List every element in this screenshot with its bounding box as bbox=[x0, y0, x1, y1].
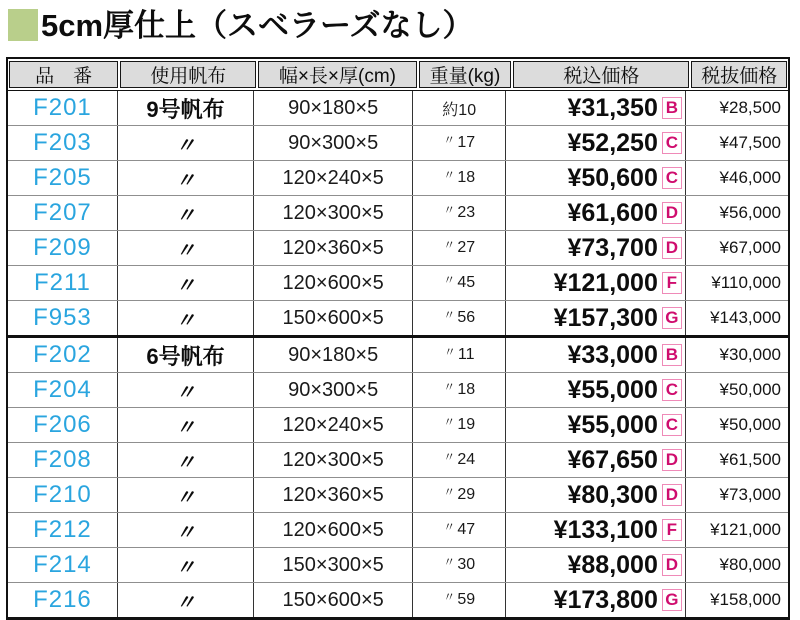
part-number-cell: F209 bbox=[8, 231, 118, 265]
part-number-cell: F204 bbox=[8, 373, 118, 407]
table-row-F202 bbox=[8, 338, 788, 373]
price-with-tax: ¥133,100 bbox=[553, 515, 658, 544]
ditto-mark: 〃 bbox=[443, 202, 456, 217]
part-number-cell: F210 bbox=[8, 478, 118, 512]
price-without-tax-cell: ¥61,500 bbox=[719, 450, 781, 469]
column-header-1 bbox=[8, 59, 119, 90]
table-row-F206 bbox=[8, 408, 788, 443]
canvas-type-cell: 〃 bbox=[118, 408, 254, 442]
canvas-type-cell: 〃 bbox=[118, 266, 254, 300]
canvas-type-cell: 6号帆布 bbox=[118, 338, 254, 372]
weight-value: 19 bbox=[457, 416, 476, 433]
part-number-cell: F953 bbox=[8, 301, 118, 335]
weight-value: 29 bbox=[457, 486, 476, 503]
price-class-badge: D bbox=[662, 554, 682, 576]
canvas-type-cell: 〃 bbox=[118, 126, 254, 160]
part-number-cell: F212 bbox=[8, 513, 118, 547]
canvas-type-cell: 〃 bbox=[118, 231, 254, 265]
table-body bbox=[8, 91, 788, 617]
price-without-tax-cell: ¥73,000 bbox=[719, 485, 781, 504]
table-row-F953 bbox=[8, 301, 788, 338]
price-with-tax-cell bbox=[506, 513, 686, 547]
price-with-tax: ¥73,700 bbox=[567, 233, 658, 262]
price-without-tax-cell: ¥47,500 bbox=[719, 133, 781, 152]
weight-value: 17 bbox=[457, 134, 476, 151]
price-with-tax-cell bbox=[506, 91, 686, 125]
price-without-tax-cell: ¥121,000 bbox=[710, 520, 781, 539]
price-with-tax-cell bbox=[506, 478, 686, 512]
price-without-tax-cell: ¥56,000 bbox=[719, 203, 781, 222]
size-cell: 120×360×5 bbox=[254, 478, 413, 512]
table-row-F214 bbox=[8, 548, 788, 583]
price-without-tax-cell: ¥28,500 bbox=[719, 98, 781, 117]
weight-value: 47 bbox=[457, 521, 476, 538]
weight-value: 30 bbox=[457, 556, 476, 573]
price-class-badge: C bbox=[662, 132, 682, 154]
price-without-tax-cell: ¥80,000 bbox=[719, 555, 781, 574]
weight-cell bbox=[413, 301, 506, 335]
price-with-tax: ¥80,300 bbox=[567, 480, 658, 509]
table-row-F211 bbox=[8, 266, 788, 301]
ditto-mark: 〃 bbox=[443, 484, 456, 499]
column-header-2 bbox=[119, 59, 257, 90]
weight-cell bbox=[413, 231, 506, 265]
price-class-badge: B bbox=[662, 344, 682, 366]
canvas-type-cell: 〃 bbox=[118, 513, 254, 547]
weight-cell bbox=[413, 196, 506, 230]
price-with-tax: ¥55,000 bbox=[567, 375, 658, 404]
price-with-tax-cell bbox=[506, 443, 686, 477]
price-class-badge: D bbox=[662, 484, 682, 506]
ditto-mark: 〃 bbox=[443, 449, 456, 464]
size-cell: 90×300×5 bbox=[254, 373, 413, 407]
column-header-6 bbox=[690, 59, 788, 90]
weight-cell bbox=[413, 266, 506, 300]
price-with-tax: ¥157,300 bbox=[553, 303, 658, 332]
price-class-badge: C bbox=[662, 414, 682, 436]
ditto-mark: 〃 bbox=[443, 272, 456, 287]
weight-value: 18 bbox=[457, 169, 476, 186]
price-with-tax-cell bbox=[506, 583, 686, 617]
price-with-tax-cell bbox=[506, 408, 686, 442]
size-cell: 90×300×5 bbox=[254, 126, 413, 160]
ditto-mark: 〃 bbox=[443, 167, 456, 182]
price-without-tax-cell: ¥143,000 bbox=[710, 308, 781, 327]
size-cell: 120×300×5 bbox=[254, 443, 413, 477]
weight-cell bbox=[413, 548, 506, 582]
table-row-F204 bbox=[8, 373, 788, 408]
column-header-4 bbox=[418, 59, 513, 90]
weight-cell bbox=[413, 126, 506, 160]
canvas-type-cell: 〃 bbox=[118, 583, 254, 617]
weight-value: 59 bbox=[457, 591, 476, 608]
part-number-cell: F207 bbox=[8, 196, 118, 230]
weight-cell bbox=[413, 373, 506, 407]
size-cell: 120×600×5 bbox=[254, 513, 413, 547]
column-header-label: 幅×長×厚(cm) bbox=[258, 61, 417, 88]
ditto-mark: 〃 bbox=[443, 379, 456, 394]
price-with-tax-cell bbox=[506, 338, 686, 372]
part-number-cell: F206 bbox=[8, 408, 118, 442]
part-number-cell: F208 bbox=[8, 443, 118, 477]
price-class-badge: D bbox=[662, 202, 682, 224]
canvas-type-cell: 〃 bbox=[118, 548, 254, 582]
price-with-tax: ¥61,600 bbox=[567, 198, 658, 227]
price-without-tax-cell: ¥67,000 bbox=[719, 238, 781, 257]
table-row-F210 bbox=[8, 478, 788, 513]
weight-cell bbox=[413, 338, 506, 372]
table-row-F203 bbox=[8, 126, 788, 161]
column-header-label: 重量(kg) bbox=[419, 61, 512, 88]
table-row-F216 bbox=[8, 583, 788, 617]
price-without-tax-cell: ¥158,000 bbox=[710, 590, 781, 609]
price-class-badge: F bbox=[662, 519, 682, 541]
weight-value: 18 bbox=[457, 381, 476, 398]
weight-value: 27 bbox=[457, 239, 476, 256]
title-bullet-square-icon bbox=[8, 9, 38, 41]
part-number-cell: F211 bbox=[8, 266, 118, 300]
table-row-F209 bbox=[8, 231, 788, 266]
price-without-tax-cell: ¥30,000 bbox=[719, 345, 781, 364]
price-with-tax-cell bbox=[506, 301, 686, 335]
price-class-badge: G bbox=[662, 589, 682, 611]
table-row-F212 bbox=[8, 513, 788, 548]
price-with-tax-cell bbox=[506, 231, 686, 265]
price-with-tax: ¥33,000 bbox=[567, 340, 658, 369]
price-with-tax-cell bbox=[506, 196, 686, 230]
ditto-mark: 〃 bbox=[443, 132, 456, 147]
section-title-row bbox=[0, 0, 800, 44]
ditto-mark: 〃 bbox=[443, 237, 456, 252]
part-number-cell: F201 bbox=[8, 91, 118, 125]
weight-value: 45 bbox=[457, 274, 476, 291]
size-cell: 120×360×5 bbox=[254, 231, 413, 265]
table-row-F205 bbox=[8, 161, 788, 196]
price-table bbox=[6, 57, 790, 620]
price-with-tax: ¥67,650 bbox=[567, 445, 658, 474]
size-cell: 150×600×5 bbox=[254, 583, 413, 617]
size-cell: 120×600×5 bbox=[254, 266, 413, 300]
price-with-tax: ¥52,250 bbox=[567, 128, 658, 157]
price-with-tax-cell bbox=[506, 266, 686, 300]
canvas-type-cell: 9号帆布 bbox=[118, 91, 254, 125]
weight-value: 11 bbox=[457, 346, 475, 363]
price-with-tax-cell bbox=[506, 161, 686, 195]
weight-cell bbox=[413, 408, 506, 442]
table-row-F207 bbox=[8, 196, 788, 231]
column-header-5 bbox=[512, 59, 690, 90]
canvas-type-cell: 〃 bbox=[118, 196, 254, 230]
column-header-label: 品 番 bbox=[9, 61, 118, 88]
canvas-type-cell: 〃 bbox=[118, 478, 254, 512]
ditto-mark: 〃 bbox=[443, 414, 456, 429]
canvas-type-cell: 〃 bbox=[118, 301, 254, 335]
price-with-tax-cell bbox=[506, 126, 686, 160]
part-number-cell: F205 bbox=[8, 161, 118, 195]
column-header-3 bbox=[257, 59, 418, 90]
size-cell: 150×600×5 bbox=[254, 301, 413, 335]
canvas-type-cell: 〃 bbox=[118, 161, 254, 195]
weight-cell bbox=[413, 513, 506, 547]
weight-cell bbox=[413, 161, 506, 195]
price-with-tax: ¥31,350 bbox=[567, 93, 658, 122]
price-class-badge: C bbox=[662, 379, 682, 401]
weight-cell bbox=[413, 583, 506, 617]
price-with-tax-cell bbox=[506, 373, 686, 407]
price-with-tax-cell bbox=[506, 548, 686, 582]
table-row-F201 bbox=[8, 91, 788, 126]
price-class-badge: F bbox=[662, 272, 682, 294]
price-class-badge: C bbox=[662, 167, 682, 189]
ditto-mark: 〃 bbox=[443, 589, 456, 604]
size-cell: 120×240×5 bbox=[254, 408, 413, 442]
price-with-tax: ¥173,800 bbox=[553, 585, 658, 614]
size-cell: 120×240×5 bbox=[254, 161, 413, 195]
size-cell: 150×300×5 bbox=[254, 548, 413, 582]
ditto-mark: 〃 bbox=[443, 307, 456, 322]
size-cell: 90×180×5 bbox=[254, 338, 413, 372]
part-number-cell: F216 bbox=[8, 583, 118, 617]
part-number-cell: F214 bbox=[8, 548, 118, 582]
column-header-label: 税込価格 bbox=[513, 61, 689, 88]
size-cell: 120×300×5 bbox=[254, 196, 413, 230]
weight-value: 23 bbox=[457, 204, 476, 221]
price-without-tax-cell: ¥46,000 bbox=[719, 168, 781, 187]
price-with-tax: ¥50,600 bbox=[567, 163, 658, 192]
price-class-badge: G bbox=[662, 307, 682, 329]
price-class-badge: D bbox=[662, 237, 682, 259]
ditto-mark: 〃 bbox=[443, 344, 456, 359]
price-with-tax: ¥88,000 bbox=[567, 550, 658, 579]
page-title: 5cm厚仕上（スベラーズなし） bbox=[41, 7, 474, 43]
weight-cell bbox=[413, 443, 506, 477]
price-without-tax-cell: ¥110,000 bbox=[711, 273, 781, 292]
table-header-row bbox=[8, 59, 788, 91]
canvas-type-cell: 〃 bbox=[118, 373, 254, 407]
size-cell: 90×180×5 bbox=[254, 91, 413, 125]
canvas-type-cell: 〃 bbox=[118, 443, 254, 477]
part-number-cell: F203 bbox=[8, 126, 118, 160]
price-with-tax: ¥55,000 bbox=[567, 410, 658, 439]
weight-cell: 約10 bbox=[413, 91, 506, 125]
price-without-tax-cell: ¥50,000 bbox=[719, 380, 781, 399]
weight-value: 56 bbox=[457, 309, 476, 326]
ditto-mark: 〃 bbox=[443, 519, 456, 534]
column-header-label: 使用帆布 bbox=[120, 61, 256, 88]
price-class-badge: D bbox=[662, 449, 682, 471]
price-class-badge: B bbox=[662, 97, 682, 119]
weight-cell bbox=[413, 478, 506, 512]
weight-value: 24 bbox=[457, 451, 476, 468]
table-row-F208 bbox=[8, 443, 788, 478]
part-number-cell: F202 bbox=[8, 338, 118, 372]
price-with-tax: ¥121,000 bbox=[553, 268, 658, 297]
column-header-label: 税抜価格 bbox=[691, 61, 787, 88]
price-without-tax-cell: ¥50,000 bbox=[719, 415, 781, 434]
ditto-mark: 〃 bbox=[443, 554, 456, 569]
